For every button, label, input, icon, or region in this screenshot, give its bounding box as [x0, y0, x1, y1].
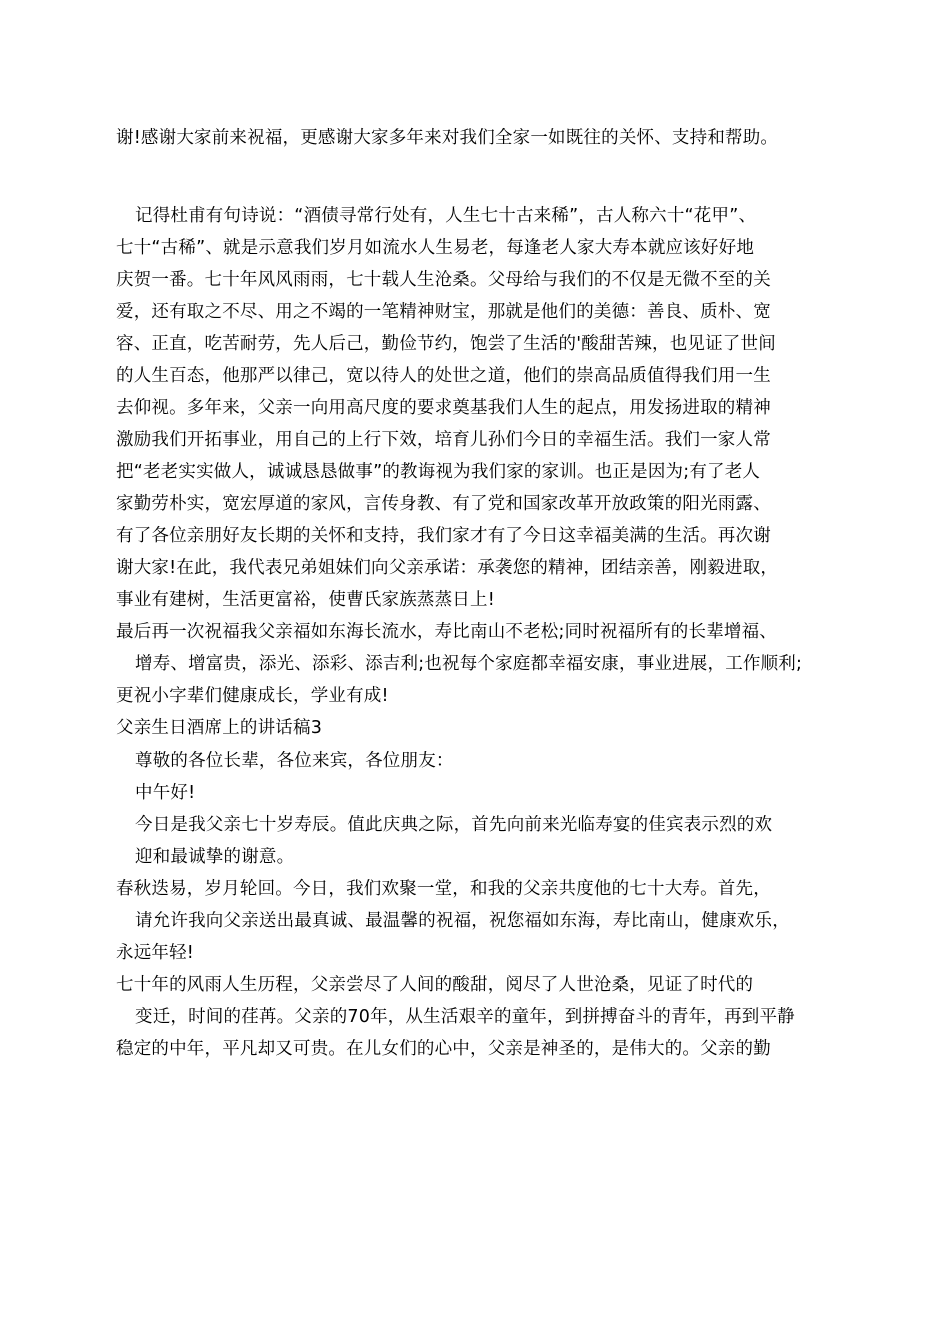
text-line: 永远年轻!: [116, 943, 195, 963]
text-line: 更祝小字辈们健康成长，学业有成!: [116, 686, 389, 706]
text-line: 迎和最诚挚的谢意。: [135, 847, 295, 867]
text-line: 增寿、增富贵，添光、添彩、添吉利;也祝每个家庭都幸福安康，事业进展，工作顺利;: [135, 654, 803, 674]
text-line: 爱，还有取之不尽、用之不竭的一笔精神财宝，那就是他们的美德：善良、质朴、宽: [116, 302, 771, 322]
text-line: 庆贺一番。七十年风风雨雨，七十载人生沧桑。父母给与我们的不仅是无微不至的关: [116, 270, 771, 290]
text-line: 七十年的风雨人生历程，父亲尝尽了人间的酸甜，阅尽了人世沧桑，见证了时代的: [116, 975, 754, 995]
text-line: 记得杜甫有句诗说：“酒债寻常行处有，人生七十古来稀”，古人称六十“花甲”、: [135, 206, 757, 226]
section-heading: 尊敬的各位长辈，各位来宾，各位朋友：: [135, 751, 454, 771]
text-line: 今日是我父亲七十岁寿辰。值此庆典之际，首先向前来光临寿宴的佳宾表示烈的欢: [135, 815, 773, 835]
text-line: 的人生百态，他那严以律己，宽以待人的处世之道，他们的崇高品质值得我们用一生: [116, 366, 771, 386]
text-line: 最后再一次祝福我父亲福如东海长流水，寿比南山不老松;同时祝福所有的长辈增福、: [116, 622, 777, 642]
text-line: 谢!感谢大家前来祝福，更感谢大家多年来对我们全家一如既往的关怀、支持和帮助。: [116, 128, 779, 148]
text-line: 去仰视。多年来，父亲一向用高尺度的要求奠基我们人生的起点，用发扬进取的精神: [116, 398, 771, 418]
text-line: 把“老老实实做人，诚诚恳恳做事”的教诲视为我们家的家训。也正是因为;有了老人: [116, 462, 761, 482]
text-line: 春秋迭易，岁月轮回。今日，我们欢聚一堂，和我的父亲共度他的七十大寿。首先，: [116, 879, 771, 899]
text-line: 七十“古稀”、就是示意我们岁月如流水人生易老，每逢老人家大寿本就应该好好地: [116, 238, 755, 258]
text-line: 变迁，时间的荏苒。父亲的70年，从生活艰辛的童年，到拼搏奋斗的青年，再到平静: [135, 1007, 795, 1027]
text-line: 事业有建树，生活更富裕，使曹氏家族蒸蒸日上!: [116, 590, 495, 610]
text-line: 激励我们开拓事业，用自己的上行下效，培育儿孙们今日的幸福生活。我们一家人常: [116, 430, 771, 450]
text-line: 中午好!: [135, 783, 196, 803]
text-line: 家勤劳朴实，宽宏厚道的家风，言传身教、有了党和国家改革开放政策的阳光雨露、: [116, 494, 771, 514]
text-line: 父亲生日酒席上的讲话稿3: [116, 718, 323, 738]
text-line: 稳定的中年，平凡却又可贵。在儿女们的心中，父亲是神圣的，是伟大的。父亲的勤: [116, 1039, 771, 1059]
text-line: 容、正直，吃苦耐劳，先人后己，勤俭节约，饱尝了生活的'酸甜苦辣，也见证了世间: [116, 334, 776, 354]
text-line: 谢大家!在此，我代表兄弟姐妹们向父亲承诺：承袭您的精神，团结亲善，刚毅进取，: [116, 558, 779, 578]
text-line: 有了各位亲朋好友长期的关怀和支持，我们家才有了今日这幸福美满的生活。再次谢: [116, 526, 771, 546]
text-line: 请允许我向父亲送出最真诚、最温馨的祝福，祝您福如东海，寿比南山，健康欢乐，: [135, 911, 790, 931]
